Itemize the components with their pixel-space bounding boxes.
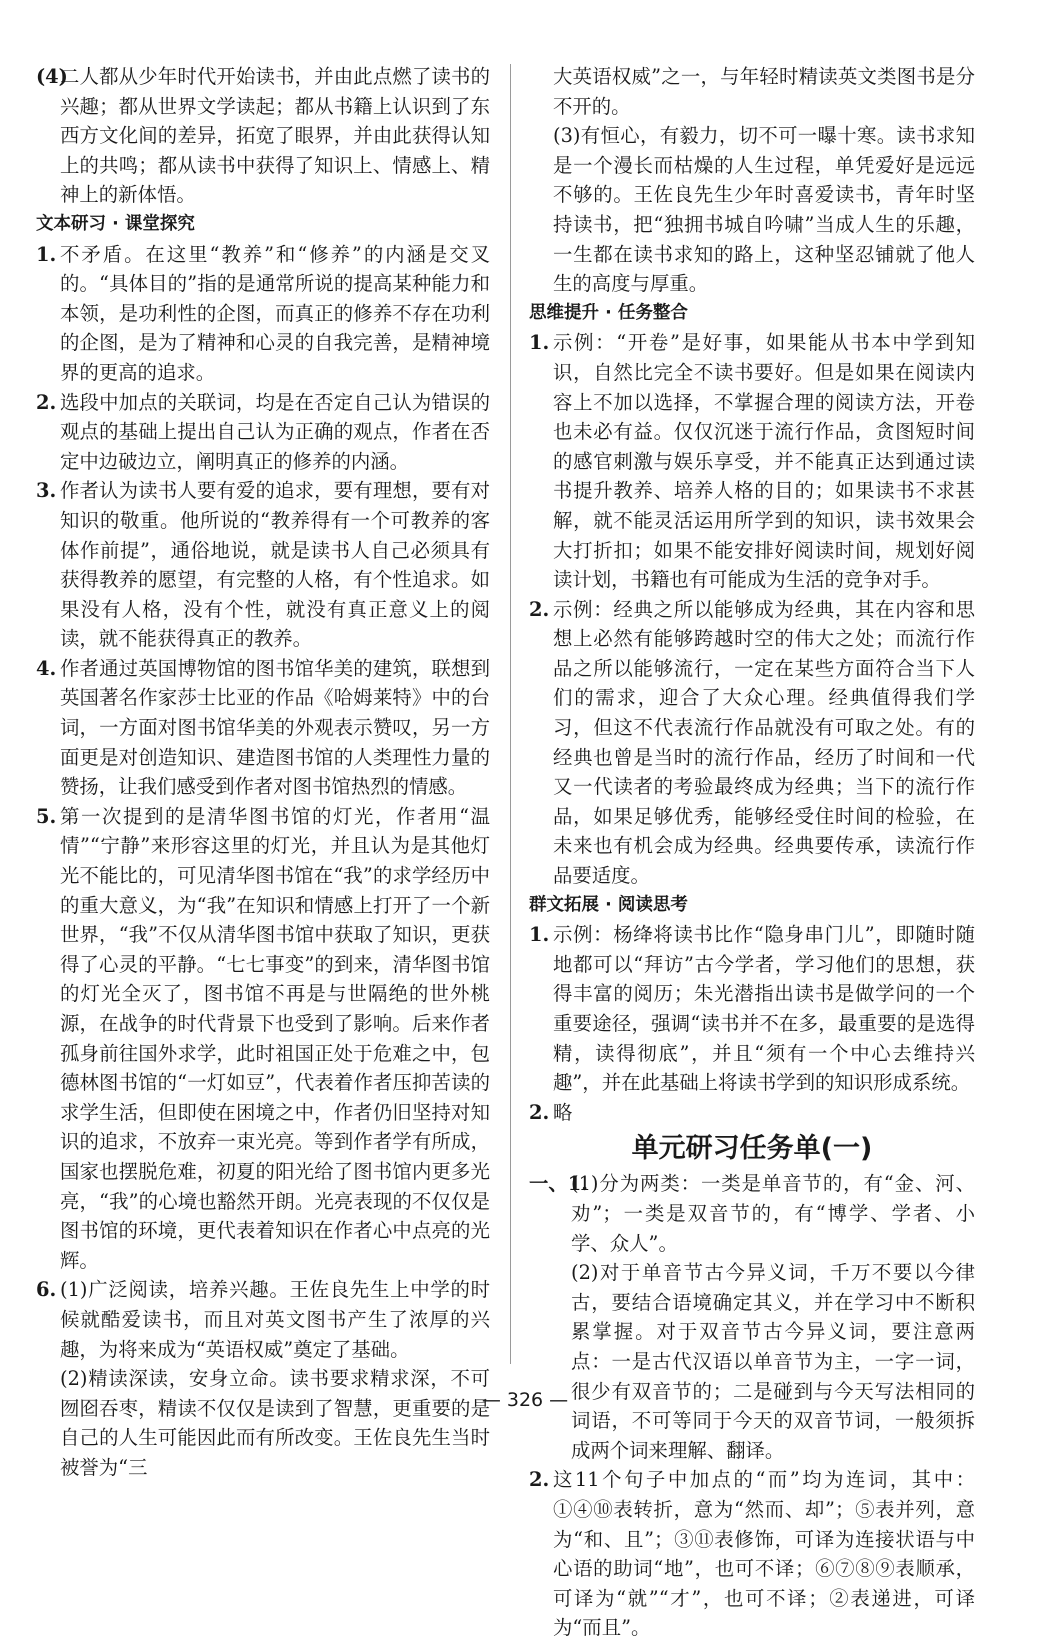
column-divider <box>510 64 511 1364</box>
thinking-question-2 <box>529 595 975 891</box>
question-3 <box>36 476 490 654</box>
reading-question-1 <box>529 920 975 1098</box>
question-number: 1. <box>36 242 57 266</box>
item-number: (4) <box>36 65 68 88</box>
page-number: — 326 — <box>481 1389 569 1411</box>
question-number: 2. <box>529 1100 550 1124</box>
answer-text: 不矛盾。在这里“教养”和“修养”的内涵是交叉的。“具体目的”指的是通常所说的提高某种能力和本领，是功利性的企图，而真正的修养不存在功利的企图，是为了精神和心灵的自我完善，是精神境界的更高的追求。 <box>60 242 490 384</box>
question-number: 3. <box>36 479 57 503</box>
question-number: 1. <box>529 331 550 355</box>
question-number: 5. <box>36 804 57 828</box>
thinking-question-1 <box>529 328 975 594</box>
question-number: 2. <box>529 1468 550 1492</box>
answer-text: 示例：杨绛将读书比作“隐身串门儿”，即随时随地都可以“拜访”古今学者，学习他们的思想，获得丰富的阅历；朱光潜指出读书是做学问的一个重要途径，强调“读书并不在多，最重要的是选得精，读得彻底”，并且“须有一个中心去维持兴趣”，并在此基础上将读书学到的知识形成系统。 <box>553 923 975 1095</box>
question-number: 6. <box>36 1278 57 1302</box>
answer-text: 作者通过英国博物馆的图书馆华美的建筑，联想到英国著名作家莎士比亚的作品《哈姆莱特》中的台词，一方面对图书馆华美的外观表示赞叹，另一方面更是对创造知识、建造图书馆的人类理性力量的赞扬，让我们感受到作者对图书馆热烈的情感。 <box>60 656 490 799</box>
left-column <box>36 62 490 1483</box>
answer-text: (1)分为两类：一类是单音节的，有“金、河、劝”；一类是双音节的，有“博学、学者、小学、众人”。 <box>571 1172 975 1255</box>
question-6 <box>36 1275 490 1364</box>
question-5 <box>36 802 490 1276</box>
reading-question-2 <box>529 1098 975 1128</box>
answer-text: 作者认为读书人要有爱的追求，要有理想，要有对知识的敬重。他所说的“教养得有一个可教养的客体作前提”，通俗地说，就是读书人自己必须具有获得教养的愿望，有完整的人格，有个性追求。如果没有人格，没有个性，就没有真正意义上的阅读，就不能获得真正的教养。 <box>60 479 490 651</box>
unit-task-2 <box>529 1465 975 1643</box>
question-1 <box>36 240 490 388</box>
question-6-part-3: (3)有恒心，有毅力，切不可一曝十寒。读书求知是一个漫长而枯燥的人生过程，单凭爱好是远远不够的。王佐良先生少年时喜爱读书，青年时坚持读书，把“独拥书城自吟啸”当成人生的乐趣，一生都在读书求知的路上，这种坚忍铺就了他人生的高度与厚重。 <box>553 124 975 296</box>
answer-item-4 <box>36 62 490 210</box>
unit-task-1-part-2: (2)对于单音节古今异义词，千万不要以今律古，要结合语境确定其义，并在学习中不断积累掌握。对于双音节古今异义词，要注意两点：一是古代汉语以单音节为主，一字一词，很少有双音节的；二是碰到与今天写法相同的词语，不可等同于今天的双音节词，一般须拆成两个词来理解、翻译。 <box>571 1261 975 1462</box>
question-6-part-2: (2)精读深读，安身立命。读书要求精求深，不可囫囵吞枣，精读不仅仅是读到了智慧，更重要的是自己的人生可能因此而有所改变。王佐良先生当时被誉为“三 <box>60 1367 490 1479</box>
answer-text: (1)广泛阅读，培养兴趣。王佐良先生上中学的时候就酷爱读书，而且对英文图书产生了浓厚的兴趣，为将来成为“英语权威”奠定了基础。 <box>60 1278 490 1361</box>
item-text: 二人都从少年时代开始读书，并由此点燃了读书的兴趣；都从世界文学读起；都从书籍上认识到了东西方文化间的差异，拓宽了眼界，并由此获得认知上的共鸣；都从读书中获得了知识上、情感上、精神上的新体悟。 <box>60 65 490 207</box>
question-4 <box>36 654 490 802</box>
question-number: 一、1. <box>529 1172 589 1196</box>
answer-text: 略 <box>553 1100 573 1124</box>
answer-text: 第一次提到的是清华图书馆的灯光，作者用“温情”“宁静”来形容这里的灯光，并且认为是其他灯光不能比的，可见清华图书馆在“我”的求学经历中的重大意义，为“我”在知识和情感上打开了一个新世界，“我”不仅从清华图书馆中获取了知识，更获得了心灵的平静。“七七事变”的到来，清华图书馆的灯光全灭了，图书馆不再是与世隔绝的世外桃源，在战争的时代背景下也受到了影响。后来作者孤身前往国外求学，此时祖国正处于危难之中，包德林图书馆的“一灯如豆”，代表着作者压抑苦读的求学生活，但即使在困境之中，作者仍旧坚持对知识的追求，不放弃一束光亮。等到作者学有所成，国家也摆脱危难，初夏的阳光给了图书馆内更多光亮，“我”的心境也豁然开朗。光亮表现的不仅仅是图书馆的环境，更代表着知识在作者心中点亮的光辉。 <box>60 804 490 1272</box>
section-heading-thinking: 思维提升 · 任务整合 <box>529 302 688 323</box>
question-6-continued: 大英语权威”之一，与年轻时精读英文类图书是分不开的。 <box>553 65 975 118</box>
question-number: 2. <box>529 597 550 621</box>
question-number: 1. <box>529 923 550 947</box>
answer-text: 这11个句子中加点的“而”均为连词，其中：①④⑩表转折，意为“然而、却”；⑤表并列，意为“和、且”；③⑪表修饰，可译为连接状语与中心语的助词“地”，也可不译；⑥⑦⑧⑨表顺承，可译为“就”“才”，也可不译；②表递进，可译为“而且”。 <box>553 1468 975 1640</box>
answer-text: 选段中加点的关联词，均是在否定自己认为错误的观点的基础上提出自己认为正确的观点，作者在否定中边破边立，阐明真正的修养的内涵。 <box>60 390 490 473</box>
answer-text: 示例：“开卷”是好事，如果能从书本中学到知识，自然比完全不读书要好。但是如果在阅读内容上不加以选择，不掌握合理的阅读方法，开卷也未必有益。仅仅沉迷于流行作品，贪图短时间的感官刺激与娱乐享受，并不能真正达到通过读书提升教养、培养人格的目的；如果读书不求甚解，就不能灵活运用所学到的知识，读书效果会大打折扣；如果不能安排好阅读时间，规划好阅读计划，书籍也有可能成为生活的竞争对手。 <box>553 331 975 592</box>
question-2 <box>36 388 490 477</box>
unit-title: 单元研习任务单(一) <box>631 1133 873 1165</box>
section-heading-text-study: 文本研习 · 课堂探究 <box>36 213 195 234</box>
unit-task-1 <box>529 1169 975 1258</box>
question-number: 4. <box>36 656 57 680</box>
section-heading-group-reading: 群文拓展 · 阅读思考 <box>529 894 688 915</box>
answer-text: 示例：经典之所以能够成为经典，其在内容和思想上必然有能够跨越时空的伟大之处；而流行作品之所以能够流行，一定在某些方面符合当下人们的需求，迎合了大众心理。经典值得我们学习，但这不代表流行作品就没有可取之处。有的经典也曾是当时的流行作品，经历了时间和一代又一代读者的考验最终成为经典；当下的流行作品，如果足够优秀，能够经受住时间的检验，在未来也有机会成为经典。经典要传承，读流行作品要适度。 <box>553 597 975 888</box>
question-number: 2. <box>36 390 57 414</box>
